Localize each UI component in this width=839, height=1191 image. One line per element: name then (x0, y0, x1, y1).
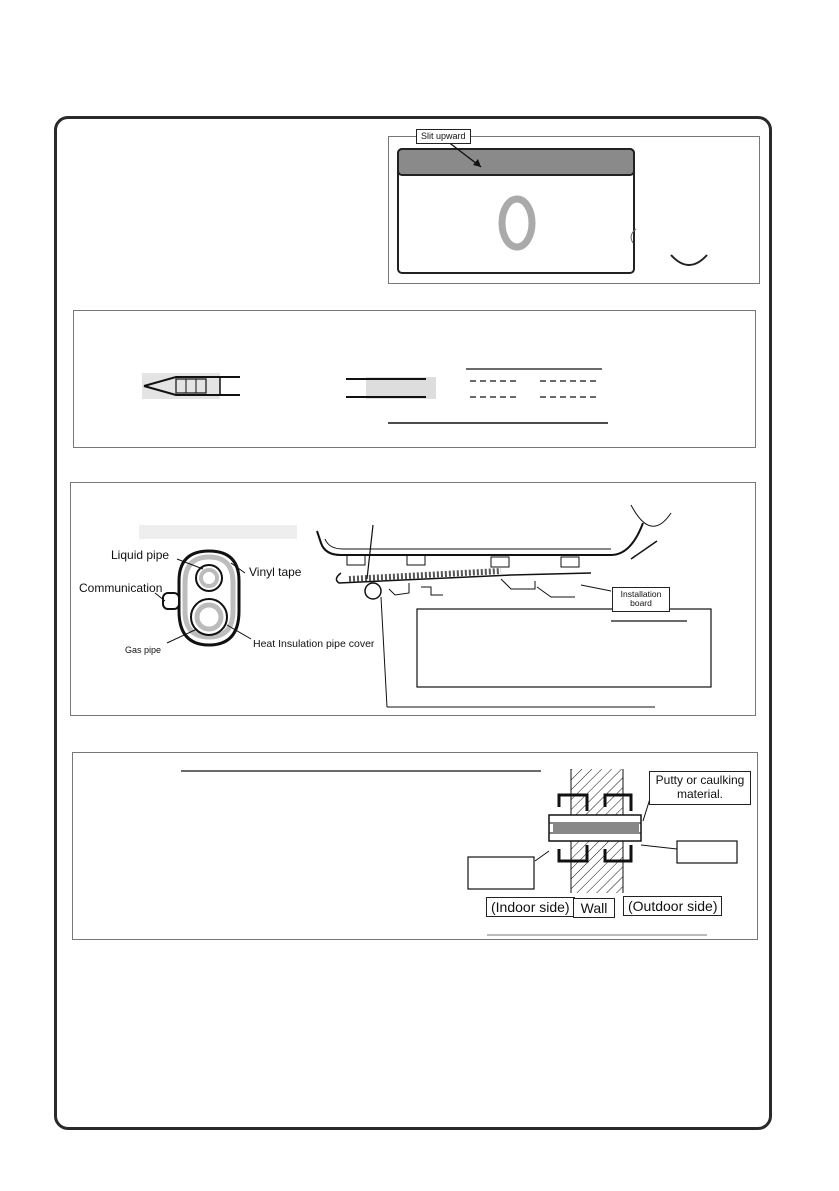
indoor-side-label: (Indoor side) (486, 897, 575, 917)
putty-caulking-label: Putty or caulking material. (649, 771, 751, 805)
wall-label: Wall (573, 898, 615, 918)
heat-insulation-label: Heat Insulation pipe cover (253, 638, 375, 650)
pipe-bundle-panel (70, 482, 756, 716)
slit-diagram-panel (388, 131, 760, 284)
gas-pipe-label: Gas pipe (125, 645, 162, 655)
slit-diagram (389, 137, 761, 285)
wall-penetration-panel (72, 752, 758, 940)
installation-board-label: Installation board (612, 587, 670, 612)
outdoor-side-label: (Outdoor side) (623, 896, 722, 916)
pipe-end-diagram (74, 311, 757, 449)
liquid-pipe-label: Liquid pipe (111, 548, 170, 562)
pipe-end-panel (73, 310, 756, 448)
communication-label: Communication (79, 581, 163, 595)
vinyl-tape-label: Vinyl tape (249, 565, 302, 579)
slit-upward-label: Slit upward (416, 129, 471, 144)
